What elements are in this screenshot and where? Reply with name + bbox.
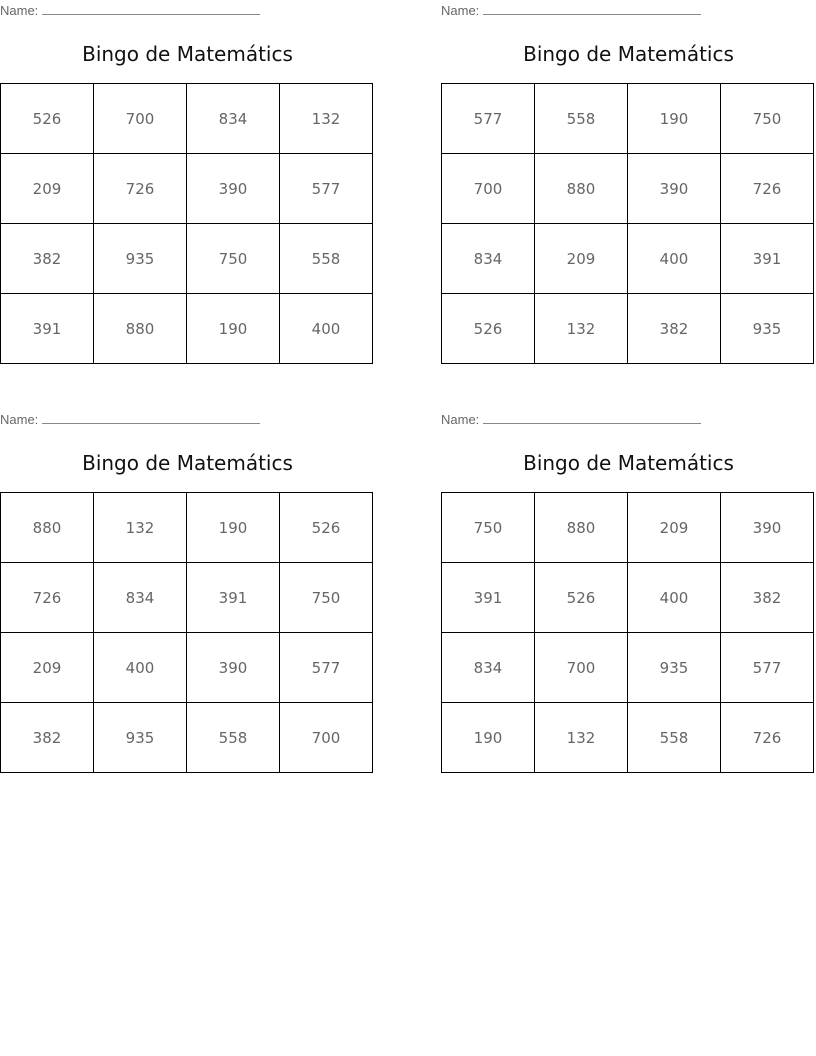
- grid-cell: 190: [442, 703, 535, 773]
- grid-cell: 700: [442, 154, 535, 224]
- grid-cell: 390: [628, 154, 721, 224]
- grid-row: [442, 224, 814, 294]
- grid-cell: 400: [94, 633, 187, 703]
- grid-cell: 880: [94, 294, 187, 364]
- grid-cell: 750: [187, 224, 280, 294]
- grid-cell: 935: [628, 633, 721, 703]
- grid-cell: 190: [187, 294, 280, 364]
- grid-cell: 526: [1, 84, 94, 154]
- grid-row: [442, 703, 814, 773]
- name-blank-line[interactable]: [42, 411, 260, 424]
- name-label: Name:: [0, 412, 39, 427]
- grid-cell: 834: [442, 633, 535, 703]
- grid-row: [1, 493, 373, 563]
- grid-cell: 382: [628, 294, 721, 364]
- grid-cell: 400: [628, 563, 721, 633]
- grid-cell: 834: [187, 84, 280, 154]
- grid-row: [442, 154, 814, 224]
- grid-row: [442, 493, 814, 563]
- card-title: Bingo de Matemátics: [82, 42, 293, 66]
- grid-cell: 209: [1, 154, 94, 224]
- grid-cell: 700: [535, 633, 628, 703]
- grid-row: [1, 154, 373, 224]
- grid-cell: 400: [628, 224, 721, 294]
- grid-cell: 190: [628, 84, 721, 154]
- grid-row: [442, 563, 814, 633]
- card-title: Bingo de Matemátics: [82, 451, 293, 475]
- grid-cell: 132: [280, 84, 373, 154]
- grid-cell: 558: [535, 84, 628, 154]
- grid-cell: 558: [280, 224, 373, 294]
- grid-cell: 726: [1, 563, 94, 633]
- card-title: Bingo de Matemátics: [523, 451, 734, 475]
- grid-cell: 209: [1, 633, 94, 703]
- grid-cell: 391: [442, 563, 535, 633]
- grid-cell: 132: [535, 703, 628, 773]
- grid-row: [1, 224, 373, 294]
- grid-cell: 577: [280, 154, 373, 224]
- grid-cell: 391: [187, 563, 280, 633]
- grid-cell: 526: [535, 563, 628, 633]
- name-label: Name:: [441, 3, 480, 18]
- grid-cell: 390: [721, 493, 814, 563]
- grid-row: [1, 563, 373, 633]
- grid-cell: 935: [94, 224, 187, 294]
- grid-cell: 577: [280, 633, 373, 703]
- grid-cell: 726: [721, 154, 814, 224]
- grid-cell: 132: [94, 493, 187, 563]
- grid-cell: 935: [721, 294, 814, 364]
- grid-cell: 382: [1, 703, 94, 773]
- grid-cell: 209: [535, 224, 628, 294]
- grid-cell: 834: [442, 224, 535, 294]
- grid-cell: 558: [628, 703, 721, 773]
- grid-row: [1, 633, 373, 703]
- grid-row: [1, 703, 373, 773]
- grid-cell: 880: [535, 493, 628, 563]
- name-label: Name:: [441, 412, 480, 427]
- grid-cell: 390: [187, 154, 280, 224]
- grid-row: [1, 84, 373, 154]
- bingo-grid: [0, 83, 373, 364]
- bingo-grid: [441, 83, 814, 364]
- grid-cell: 577: [442, 84, 535, 154]
- grid-cell: 526: [280, 493, 373, 563]
- grid-cell: 400: [280, 294, 373, 364]
- grid-cell: 726: [94, 154, 187, 224]
- name-blank-line[interactable]: [483, 2, 701, 15]
- name-field[interactable]: [441, 2, 701, 18]
- grid-row: [1, 294, 373, 364]
- grid-cell: 700: [280, 703, 373, 773]
- grid-cell: 880: [1, 493, 94, 563]
- bingo-grid: [0, 492, 373, 773]
- name-field[interactable]: [0, 2, 260, 18]
- grid-cell: 750: [280, 563, 373, 633]
- grid-cell: 209: [628, 493, 721, 563]
- grid-cell: 390: [187, 633, 280, 703]
- grid-row: [442, 294, 814, 364]
- name-blank-line[interactable]: [42, 2, 260, 15]
- grid-cell: 391: [1, 294, 94, 364]
- grid-cell: 526: [442, 294, 535, 364]
- grid-cell: 391: [721, 224, 814, 294]
- name-field[interactable]: [441, 411, 701, 427]
- grid-cell: 382: [721, 563, 814, 633]
- grid-cell: 935: [94, 703, 187, 773]
- grid-cell: 577: [721, 633, 814, 703]
- bingo-grid: [441, 492, 814, 773]
- grid-row: [442, 633, 814, 703]
- grid-cell: 880: [535, 154, 628, 224]
- grid-cell: 558: [187, 703, 280, 773]
- grid-cell: 750: [442, 493, 535, 563]
- grid-cell: 750: [721, 84, 814, 154]
- grid-row: [442, 84, 814, 154]
- grid-cell: 834: [94, 563, 187, 633]
- grid-cell: 726: [721, 703, 814, 773]
- card-title: Bingo de Matemátics: [523, 42, 734, 66]
- name-field[interactable]: [0, 411, 260, 427]
- name-blank-line[interactable]: [483, 411, 701, 424]
- grid-cell: 700: [94, 84, 187, 154]
- name-label: Name:: [0, 3, 39, 18]
- grid-cell: 382: [1, 224, 94, 294]
- grid-cell: 190: [187, 493, 280, 563]
- grid-cell: 132: [535, 294, 628, 364]
